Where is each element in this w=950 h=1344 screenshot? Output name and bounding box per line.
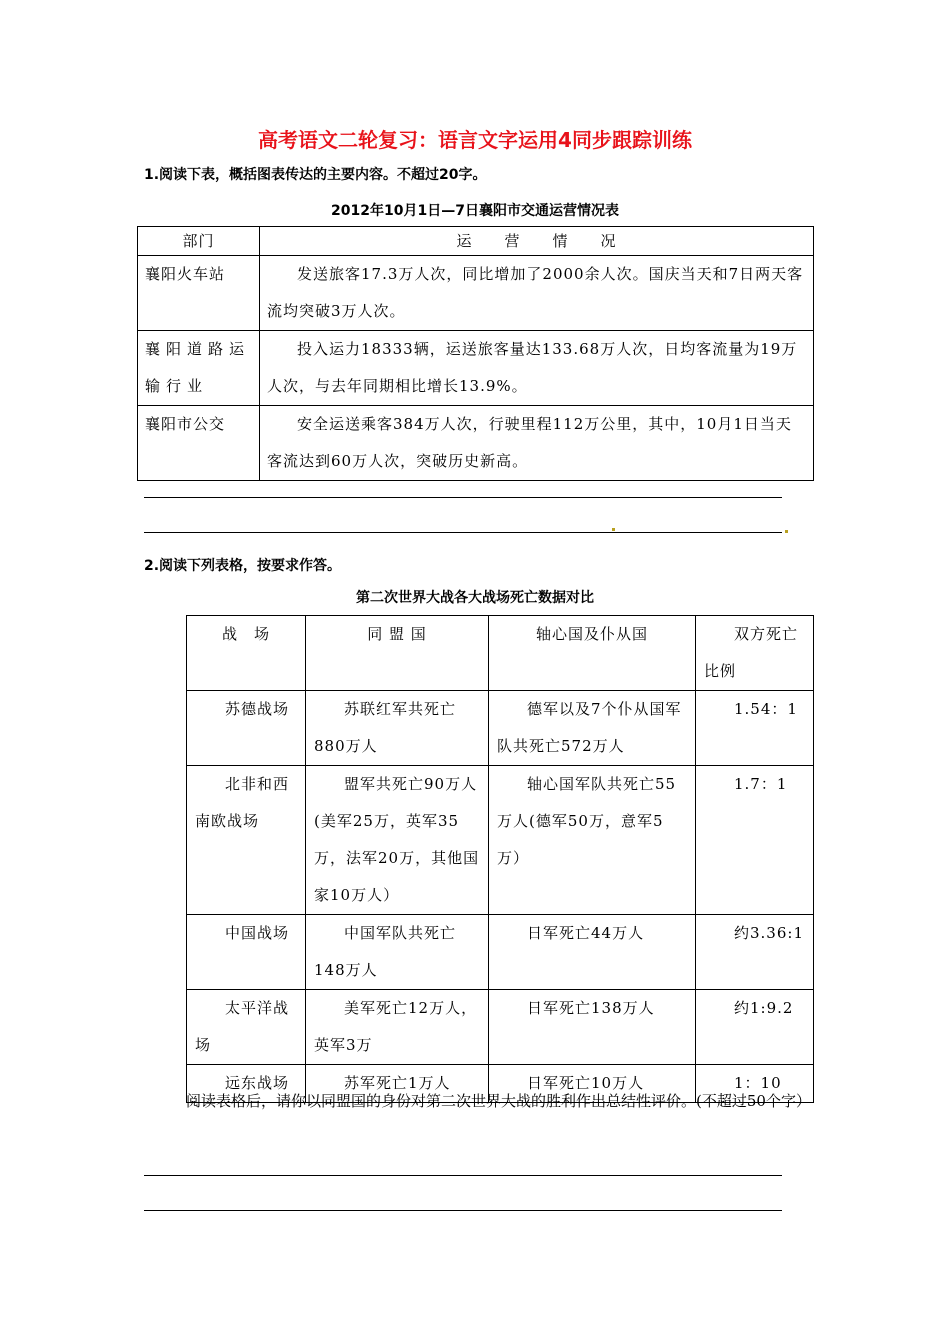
field-cell: 北非和西南欧战场 (187, 766, 306, 915)
axis-cell: 德军以及7个仆从国军队共死亡572万人 (489, 691, 696, 766)
field-cell: 中国战场 (187, 915, 306, 990)
ratio-cell: 1：10 (696, 1065, 814, 1103)
axis-cell: 轴心国军队共死亡55万人(德军50万，意军5万） (489, 766, 696, 915)
table-row (138, 406, 814, 481)
axis-cell: 日军死亡10万人 (489, 1065, 696, 1103)
table-header-row (138, 227, 814, 256)
status-cell: 发送旅客17.3万人次，同比增加了2000余人次。国庆当天和7日两天客流均突破3万人次。 (260, 256, 814, 331)
ratio-cell: 约1:9.2 (696, 990, 814, 1065)
table-header-row (187, 616, 814, 691)
answer-line-4[interactable] (144, 1210, 782, 1211)
table-row (187, 691, 814, 766)
header-axis: 轴心国及仆从国 (489, 616, 696, 691)
stray-mark (612, 528, 615, 531)
table-1-caption: 2012年10月1日—7日襄阳市交通运营情况表 (331, 203, 619, 219)
question-1-prompt: 1.阅读下表，概括图表传达的主要内容。不超过20字。 (144, 167, 487, 183)
allies-cell: 苏联红军共死亡880万人 (306, 691, 489, 766)
answer-line-1[interactable] (144, 497, 782, 498)
allies-cell: 盟军共死亡90万人(美军25万，英军35万，法军20万，其他国家10万人） (306, 766, 489, 915)
field-cell: 太平洋战场 (187, 990, 306, 1065)
header-ratio: 双方死亡比例 (696, 616, 814, 691)
ratio-cell: 约3.36:1 (696, 915, 814, 990)
table-row (138, 256, 814, 331)
field-cell: 远东战场 (187, 1065, 306, 1103)
ratio-cell: 1.7：1 (696, 766, 814, 915)
table-row (187, 915, 814, 990)
header-dept: 部门 (138, 227, 260, 256)
header-status: 运 营 情 况 (260, 227, 814, 256)
table-2-caption: 第二次世界大战各大战场死亡数据对比 (356, 590, 594, 606)
allies-cell: 美军死亡12万人，英军3万 (306, 990, 489, 1065)
dept-cell: 襄阳道路运输行业 (138, 331, 260, 406)
dept-cell: 襄阳市公交 (138, 406, 260, 481)
allies-cell: 中国军队共死亡148万人 (306, 915, 489, 990)
question-2-prompt: 2.阅读下列表格，按要求作答。 (144, 558, 342, 574)
ratio-cell: 1.54：1 (696, 691, 814, 766)
axis-cell: 日军死亡138万人 (489, 990, 696, 1065)
answer-line-2[interactable] (144, 532, 782, 533)
answer-line-3[interactable] (144, 1175, 782, 1176)
header-allies: 同 盟 国 (306, 616, 489, 691)
transport-table (137, 226, 814, 481)
status-cell: 安全运送乘客384万人次，行驶里程112万公里，其中，10月1日当天客流达到60万人次，突破历史新高。 (260, 406, 814, 481)
question-2-instruction: 阅读表格后，请你以同盟国的身份对第二次世界大战的胜利作出总结性评价。(不超过50个字） (186, 1092, 811, 1110)
field-cell: 苏德战场 (187, 691, 306, 766)
table-row (187, 990, 814, 1065)
allies-cell: 苏军死亡1万人 (306, 1065, 489, 1103)
status-cell: 投入运力18333辆，运送旅客量达133.68万人次，日均客流量为19万人次，与去年同期相比增长13.9%。 (260, 331, 814, 406)
table-row (138, 331, 814, 406)
dept-cell: 襄阳火车站 (138, 256, 260, 331)
ww2-table (186, 615, 814, 1103)
axis-cell: 日军死亡44万人 (489, 915, 696, 990)
page-title: 高考语文二轮复习：语言文字运用4同步跟踪训练 (258, 128, 692, 152)
stray-mark (785, 530, 788, 533)
table-row (187, 766, 814, 915)
header-field: 战 场 (187, 616, 306, 691)
